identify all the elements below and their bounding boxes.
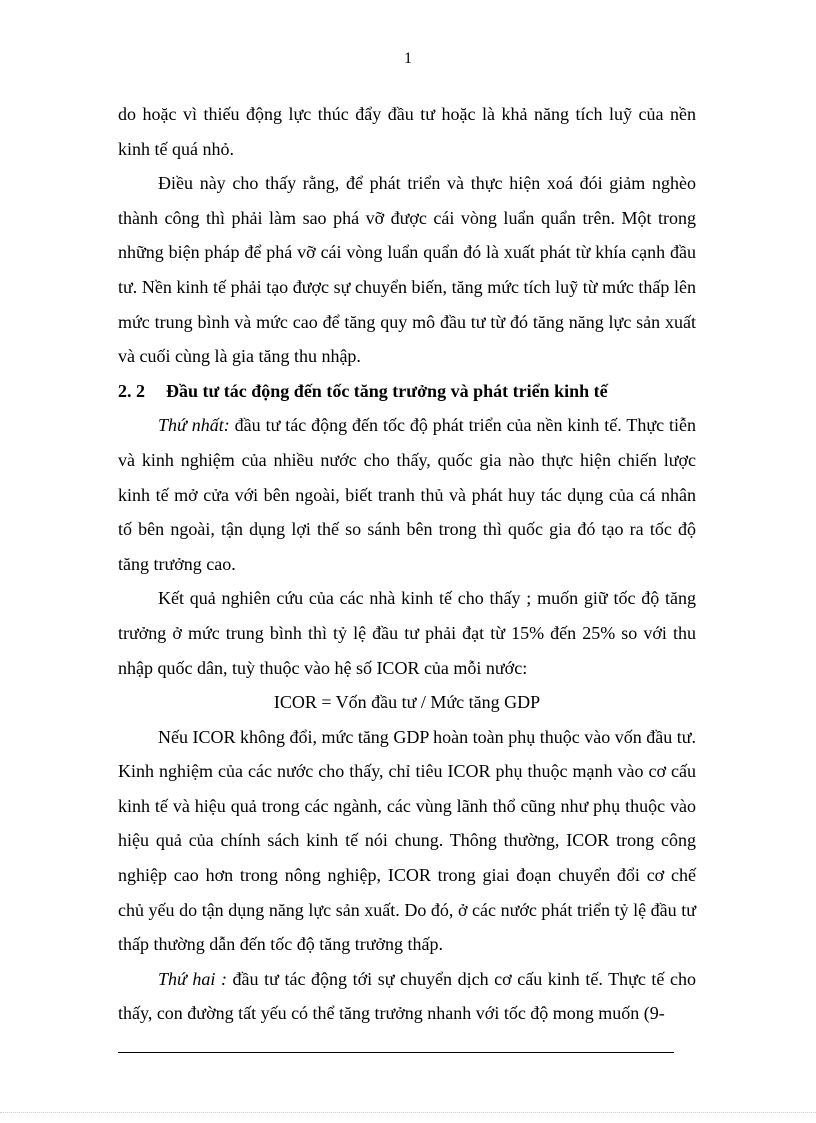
paragraph-2: Điều này cho thấy rằng, để phát triển và thực hiện xoá đói giảm nghèo thành công thì phải làm sao phá vỡ được cái vòng luẩn quẩn trên. Một trong những biện pháp để phá vỡ cái vòng luẩn quẩn đó là xuất phát từ khía cạnh đầu tư. Nền kinh tế phải tạo được sự chuyển biến, tăng mức tích luỹ từ mức thấp lên mức trung bình và mức cao để tăng quy mô đầu tư từ đó tăng năng lực sản xuất và cuối cùng là gia tăng thu nhập. (118, 173, 696, 367)
paragraph-6-body: đầu tư tác động tới sự chuyển dịch cơ cấu kinh tế. Thực tế cho thấy, con đường tất yếu có thể tăng trưởng nhanh với tốc độ mong muốn (9- (118, 968, 696, 1024)
paragraph-6 (118, 962, 696, 1031)
paragraph-3-body: đầu tư tác động đến tốc độ phát triển của nền kinh tế. Thực tiễn và kinh nghiệm của nhiều nước cho thấy, quốc gia nào thực hiện chiến lược kinh tế mở cửa với bên ngoài, biết tranh thủ và phát huy tác dụng của cá nhân tố bên ngoài, tận dụng lợi thế so sánh bên trong thì quốc gia đó tạo ra tốc độ tăng trưởng cao. (118, 415, 697, 574)
footer-rule (118, 1052, 674, 1053)
paragraph-6-lead: Thứ hai : (158, 968, 227, 989)
section-number: 2. 2 (118, 380, 145, 401)
paragraph-5: Nếu ICOR không đổi, mức tăng GDP hoàn toàn phụ thuộc vào vốn đầu tư. Kinh nghiệm của các nước cho thấy, chỉ tiêu ICOR phụ thuộc mạnh vào cơ cấu kinh tế và hiệu quả trong các ngành, các vùng lãnh thổ cũng như phụ thuộc vào hiệu quả của chính sách kinh tế nói chung. Thông thường, ICOR trong công nghiệp cao hơn trong nông nghiệp, ICOR trong giai đoạn chuyển đổi cơ chế chủ yếu do tận dụng năng lực sản xuất. Do đó, ở các nước phát triển tỷ lệ đầu tư thấp thường dẫn đến tốc độ tăng trưởng thấp. (118, 726, 696, 955)
icor-formula: ICOR = Vốn đầu tư / Mức tăng GDP (273, 692, 541, 713)
paragraph-1: do hoặc vì thiếu động lực thúc đẩy đầu tư hoặc là khả năng tích luỹ của nền kinh tế quá nhỏ. (118, 104, 696, 159)
page-bottom-edge (0, 1112, 816, 1113)
paragraph-4: Kết quả nghiên cứu của các nhà kinh tế cho thấy ; muốn giữ tốc độ tăng trưởng ở mức trung bình thì tỷ lệ đầu tư phải đạt từ 15% đến 25% so với thu nhập quốc dân, tuỳ thuộc vào hệ số ICOR của mỗi nước: (118, 588, 696, 678)
paragraph-3 (118, 408, 696, 581)
section-title: Đầu tư tác động đến tốc tăng trưởng và phát triển kinh tế (166, 380, 608, 401)
section-heading (118, 374, 696, 409)
paragraph-3-lead: Thứ nhất: (158, 415, 230, 436)
document-body (118, 97, 696, 1031)
page-number: 1 (404, 50, 412, 67)
